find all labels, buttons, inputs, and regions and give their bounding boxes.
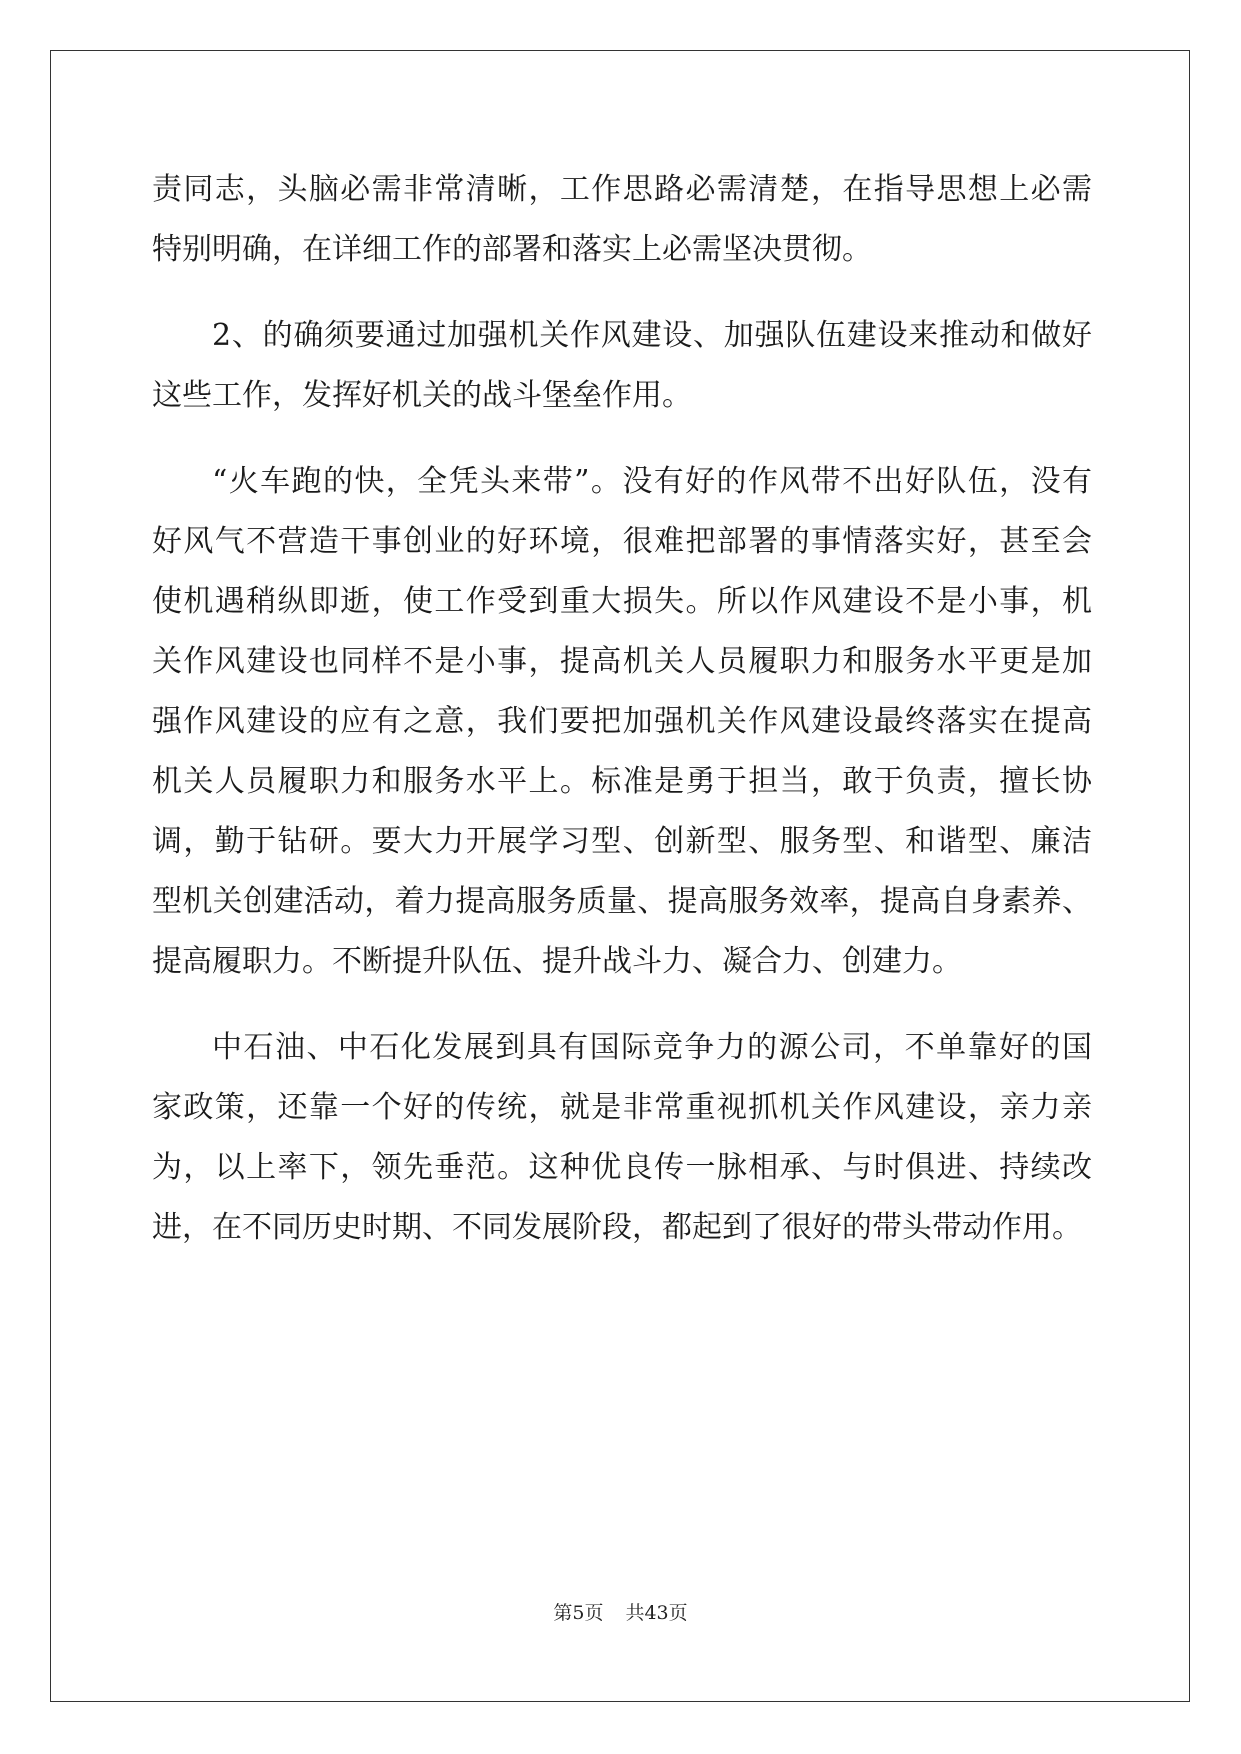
text-line: 关作风建设也同样不是小事，提高机关人员履职力和服务水平更是加: [152, 644, 1092, 679]
text-line: 中石油、中石化发展到具有国际竞争力的源公司，不单靠好的国: [212, 1030, 1092, 1065]
text-line: 家政策，还靠一个好的传统，就是非常重视抓机关作风建设，亲力亲: [152, 1090, 1092, 1125]
page-total: 共43页: [625, 1602, 688, 1624]
document-body: [152, 160, 1092, 1258]
text-line: 这些工作，发挥好机关的战斗堡垒作用。: [152, 378, 692, 413]
text-line: 调，勤于钻研。要大力开展学习型、创新型、服务型、和谐型、廉洁: [152, 824, 1092, 859]
text-line: 机关人员履职力和服务水平上。标准是勇于担当，敢于负责，擅长协: [152, 764, 1092, 799]
text-line: 使机遇稍纵即逝，使工作受到重大损失。所以作风建设不是小事，机: [152, 584, 1092, 619]
text-line: 进，在不同历史时期、不同发展阶段，都起到了很好的带头带动作用。: [152, 1210, 1082, 1245]
text-line: 强作风建设的应有之意，我们要把加强机关作风建设最终落实在提高: [152, 704, 1092, 739]
text-line: 提高履职力。不断提升队伍、提升战斗力、凝合力、创建力。: [152, 944, 962, 979]
text-line: 责同志，头脑必需非常清晰，工作思路必需清楚，在指导思想上必需: [152, 172, 1092, 207]
text-line: 特别明确，在详细工作的部署和落实上必需坚决贯彻。: [152, 232, 872, 267]
page-footer: [0, 1598, 1241, 1625]
page-number: 第5页: [553, 1602, 604, 1624]
text-line: 型机关创建活动，着力提高服务质量、提高服务效率，提高自身素养、: [152, 884, 1092, 919]
text-line: 2、的确须要通过加强机关作风建设、加强队伍建设来推动和做好: [212, 318, 1092, 353]
text-line: “火车跑的快，全凭头来带”。没有好的作风带不出好队伍，没有: [212, 464, 1092, 499]
text-line: 为，以上率下，领先垂范。这种优良传一脉相承、与时俱进、持续改: [152, 1150, 1092, 1185]
text-line: 好风气不营造干事创业的好环境，很难把部署的事情落实好，甚至会: [152, 524, 1092, 559]
